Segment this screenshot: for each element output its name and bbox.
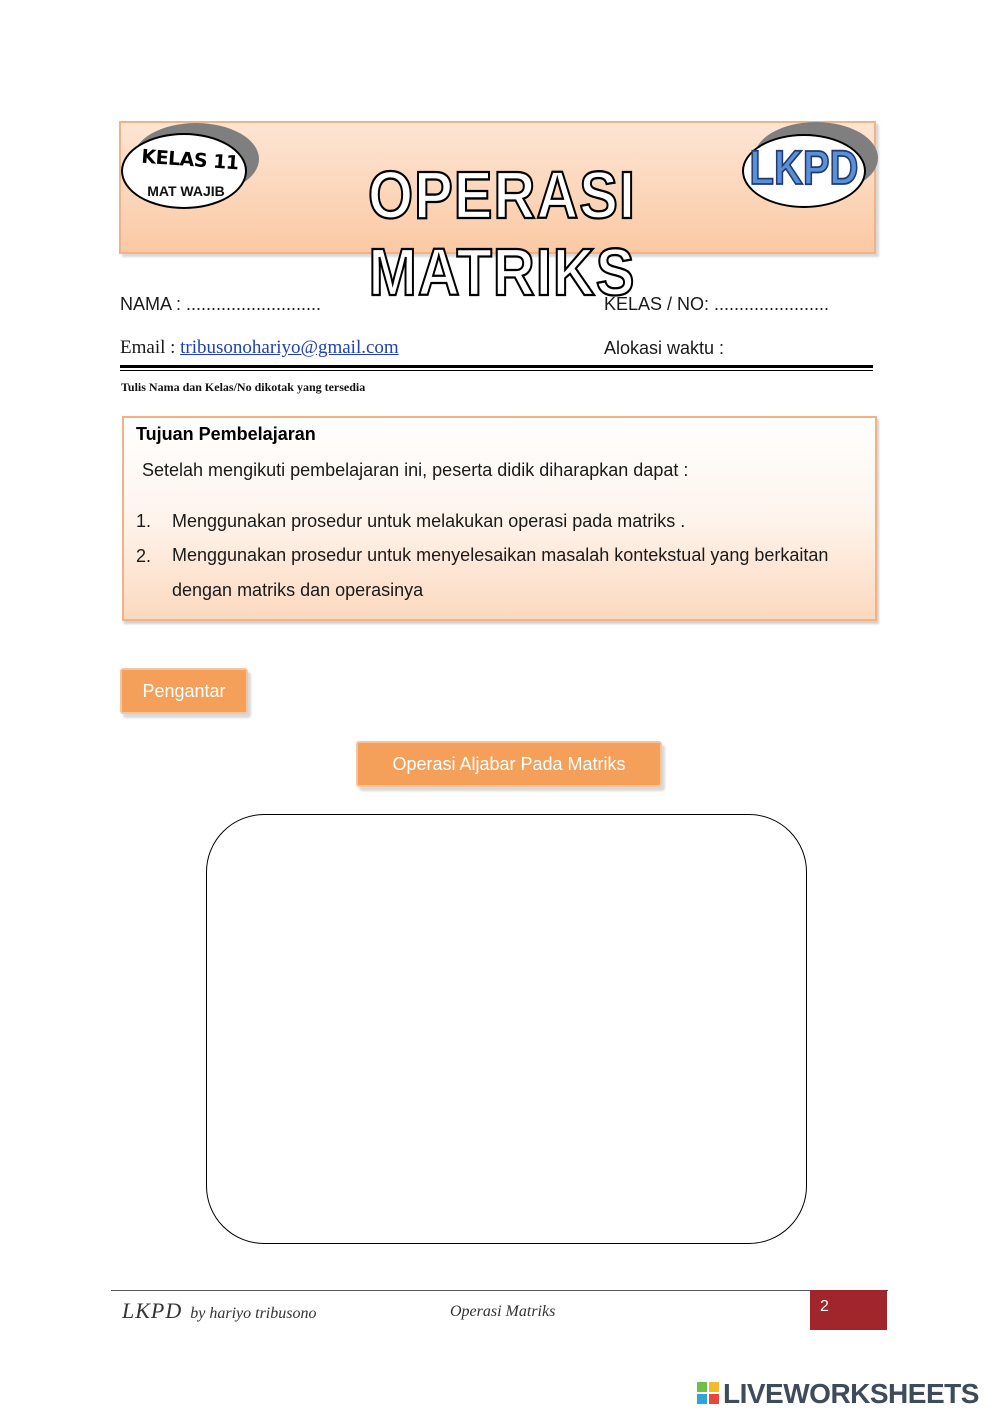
email-label: Email : <box>120 337 181 358</box>
email-row <box>120 337 399 359</box>
alokasi-waktu-label: Alokasi waktu : <box>604 338 725 358</box>
footer-brand <box>122 1298 316 1324</box>
objective-item: Menggunakan prosedur untuk melakukan operasi pada matriks . <box>172 511 686 531</box>
kelas-no-field[interactable]: KELAS / NO: ....................... <box>604 294 830 314</box>
operasi-aljabar-button[interactable]: Operasi Aljabar Pada Matriks <box>356 741 662 787</box>
divider-thick <box>120 365 873 368</box>
kelas-badge <box>121 123 261 211</box>
answer-area[interactable] <box>206 814 807 1244</box>
kelas-badge-ellipse <box>121 133 247 209</box>
objective-number: 2. <box>136 546 152 566</box>
kelas-label: KELAS 11 <box>140 145 240 175</box>
footer-author: by hariyo tribusono <box>190 1305 317 1322</box>
page-title: OPERASI MATRIKS <box>367 158 637 310</box>
footer-title: Operasi Matriks <box>450 1303 556 1320</box>
nama-field[interactable]: NAMA : ........................... <box>120 294 322 314</box>
email-link[interactable]: tribusonohariyo@gmail.com <box>180 337 399 358</box>
pengantar-button[interactable]: Pengantar <box>120 668 248 714</box>
footer-brand-name: LKPD <box>122 1298 183 1323</box>
objectives-intro: Setelah mengikuti pembelajaran ini, peserta didik diharapkan dapat : <box>142 460 689 480</box>
subject-label: MAT WAJIB <box>147 183 225 199</box>
lkpd-badge <box>740 122 880 212</box>
lkpd-label: LKPD <box>749 142 859 195</box>
divider-thin <box>120 370 873 371</box>
liveworksheets-logo-icon <box>697 1382 719 1404</box>
objectives-title: Tujuan Pembelajaran <box>136 424 316 444</box>
objective-number: 1. <box>136 511 152 531</box>
instruction-note: Tulis Nama dan Kelas/No dikotak yang tersedia <box>121 380 366 394</box>
watermark-text: LIVEWORKSHEETS <box>723 1378 979 1409</box>
objective-item: Menggunakan prosedur untuk menyelesaikan masalah kontekstual yang berkaitan dengan matriks dan operasinya <box>172 545 829 600</box>
footer-divider <box>111 1290 888 1291</box>
page-number: 2 <box>810 1290 887 1330</box>
